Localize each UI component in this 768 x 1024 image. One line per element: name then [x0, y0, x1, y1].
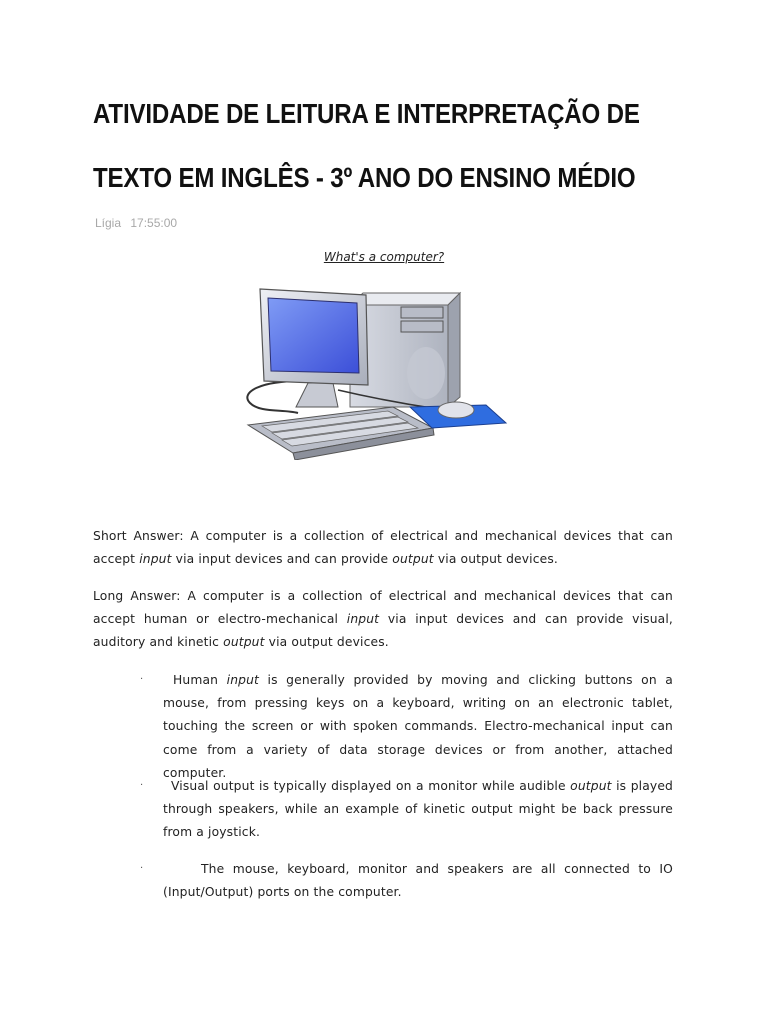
- computer-illustration: [238, 285, 513, 460]
- post-time: 17:55:00: [130, 216, 178, 230]
- long-answer-prefix: Long Answer: A computer is a collection of electrical and mechanical devices that can accept human or electro-mechanical: [93, 589, 673, 627]
- bullet-marker: ·: [140, 674, 144, 685]
- bullet-item-3: [163, 858, 673, 904]
- post-meta: [95, 216, 177, 230]
- bullet-1-pre: Human: [173, 673, 227, 687]
- short-answer-mid: via input devices and can provide: [171, 552, 393, 567]
- bullet-2-em: output: [570, 779, 612, 793]
- bullet-1-post: is generally provided by moving and clicking buttons on a mouse, from pressing keys on a keyboard, writing on an electronic tablet, touching the screen or with spoken commands. Electro-mechanical input can come from a variety of data storage devices or from another, attached computer.: [163, 673, 673, 780]
- title-line-1: ATIVIDADE DE LEITURA E INTERPRETAÇÃO DE: [93, 98, 640, 129]
- long-answer: [93, 585, 673, 655]
- keyboard: [248, 407, 434, 460]
- bullet-3-pre: The mouse, keyboard, monitor and speakers are all connected to IO (Input/Output) ports on the computer.: [163, 862, 673, 900]
- bullet-1-em: input: [226, 673, 260, 687]
- bullet-marker: ·: [140, 780, 144, 791]
- bullet-item-2: [163, 775, 673, 845]
- bullet-item-1: [163, 669, 673, 785]
- short-answer-input-term: input: [139, 552, 172, 567]
- page-title: [93, 82, 640, 210]
- bullet-2-pre: Visual output is typically displayed on a monitor while audible: [171, 779, 571, 793]
- long-answer-output-term: output: [223, 635, 265, 650]
- title-line-2: TEXTO EM INGLÊS - 3º ANO DO ENSINO MÉDIO: [93, 162, 636, 193]
- short-answer-suffix: via output devices.: [433, 552, 558, 567]
- long-answer-mid: via input devices and can provide visual, auditory and kinetic: [93, 612, 673, 650]
- short-answer-output-term: output: [392, 552, 434, 567]
- short-answer: [93, 525, 673, 571]
- short-answer-prefix: Short Answer: A computer is a collection of electrical and mechanical devices that can accept: [93, 529, 673, 567]
- section-subtitle: What's a computer?: [323, 250, 445, 264]
- long-answer-suffix: via output devices.: [264, 635, 389, 650]
- long-answer-input-term: input: [346, 612, 380, 627]
- author-name: Lígia: [95, 216, 122, 230]
- bullet-marker: ·: [140, 863, 144, 874]
- bullet-2-post: is played through speakers, while an example of kinetic output might be back pressure from a joystick.: [163, 779, 673, 840]
